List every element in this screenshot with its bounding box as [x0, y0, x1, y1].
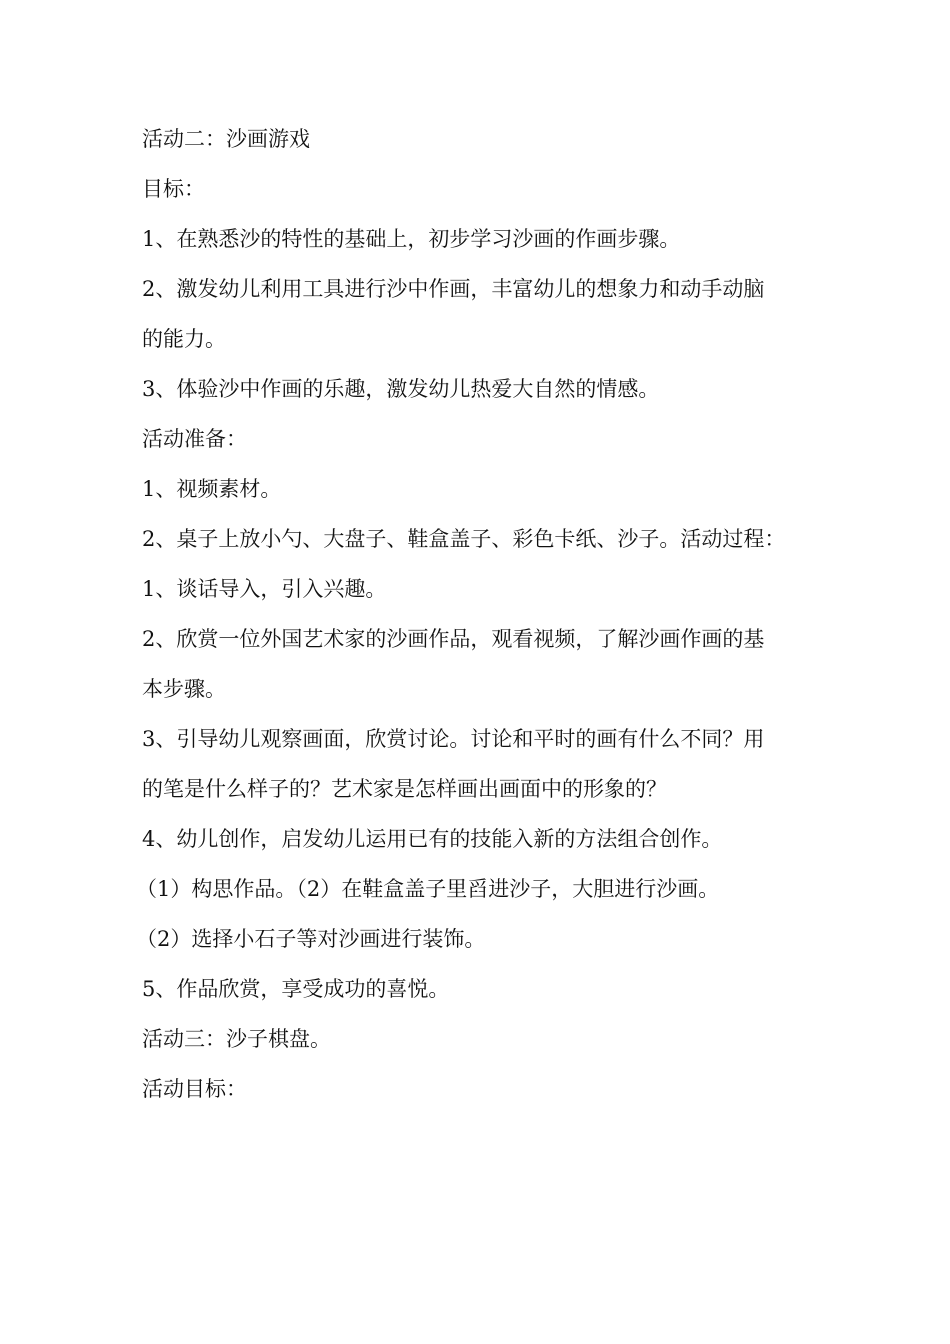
- process-step-5: 5、作品欣赏，享受成功的喜悦。: [142, 977, 450, 1001]
- process-step-1: 1、谈话导入，引入兴趣。: [142, 577, 387, 601]
- process-step-3: 3、引导幼儿观察画面，欣赏讨论。讨论和平时的画有什么不同？用: [142, 727, 765, 751]
- process-step-2-continued: 本步骤。: [142, 677, 226, 701]
- preparation-item-1: 1、视频素材。: [142, 477, 282, 501]
- goal-item-2-continued: 的能力。: [142, 327, 226, 351]
- process-step-3-continued: 的笔是什么样子的？艺术家是怎样画出画面中的形象的？: [142, 777, 667, 801]
- process-step-2: 2、欣赏一位外国艺术家的沙画作品，观看视频，了解沙画作画的基: [142, 627, 765, 651]
- section-label-activity-goals: 活动目标：: [142, 1077, 247, 1101]
- section-label-preparation: 活动准备：: [142, 427, 247, 451]
- preparation-item-2: 2、桌子上放小勺、大盘子、鞋盒盖子、彩色卡纸、沙子。活动过程：: [142, 527, 786, 551]
- process-step-4: 4、幼儿创作，启发幼儿运用已有的技能入新的方法组合创作。: [142, 827, 723, 851]
- section-label-goals: 目标：: [142, 177, 205, 201]
- document-body: [136, 114, 822, 1114]
- process-substep-2: （2）选择小石子等对沙画进行装饰。: [136, 927, 486, 951]
- goal-item-2: 2、激发幼儿利用工具进行沙中作画，丰富幼儿的想象力和动手动脑: [142, 277, 765, 301]
- heading-activity-three: 活动三：沙子棋盘。: [142, 1027, 331, 1051]
- goal-item-3: 3、体验沙中作画的乐趣，激发幼儿热爱大自然的情感。: [142, 377, 660, 401]
- goal-item-1: 1、在熟悉沙的特性的基础上，初步学习沙画的作画步骤。: [142, 227, 681, 251]
- heading-activity-two: 活动二：沙画游戏: [142, 127, 310, 151]
- process-substep-1: （1）构思作品。（2）在鞋盒盖子里舀进沙子，大胆进行沙画。: [136, 877, 720, 901]
